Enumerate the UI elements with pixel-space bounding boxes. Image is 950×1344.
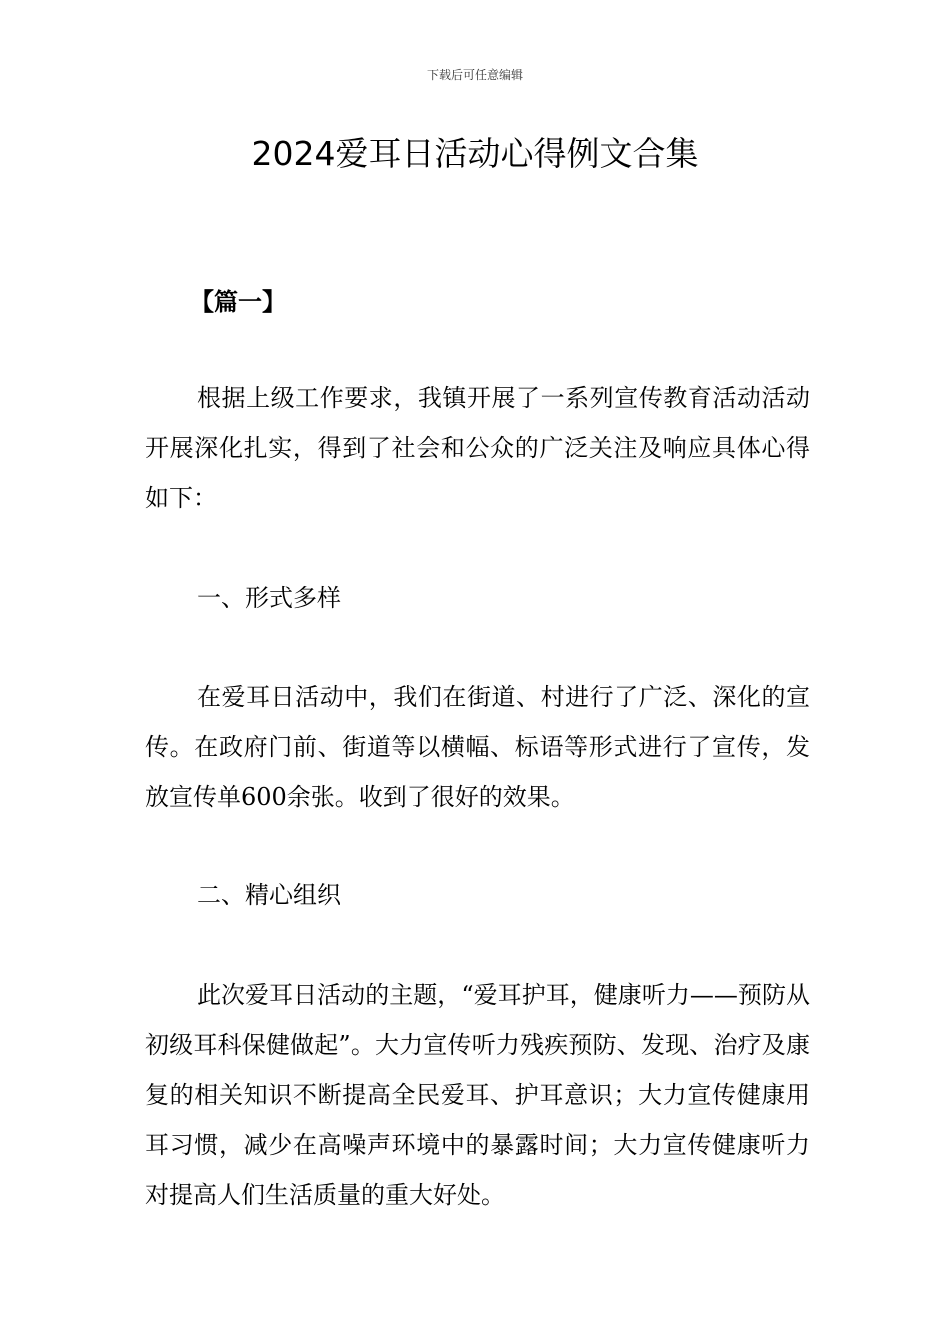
body-paragraph-2: 此次爱耳日活动的主题，“爱耳护耳，健康听力——预防从初级耳科保健做起”。大力宣传听力残疾预防、发现、治疗及康复的相关知识不断提高全民爱耳、护耳意识；大力宣传健康用耳习惯，减少在高噪声环境中的暴露时间；大力宣传健康听力对提高人们生活质量的重大好处。 [145,981,810,1209]
section-heading-1: 一、形式多样 [197,584,341,612]
body-paragraph-1: 在爱耳日活动中，我们在街道、村进行了广泛、深化的宣传。在政府门前、街道等以横幅、标语等形式进行了宣传，发放宣传单600余张。收到了很好的效果。 [145,683,810,811]
intro-paragraph: 根据上级工作要求，我镇开展了一系列宣传教育活动活动开展深化扎实，得到了社会和公众的广泛关注及响应具体心得如下： [145,384,810,512]
section-heading-2: 二、精心组织 [197,881,341,909]
header-note: 下载后可任意编辑 [426,68,523,82]
document-title: 2024爱耳日活动心得例文合集 [251,134,699,173]
section-tag: 【篇一】 [190,288,286,316]
